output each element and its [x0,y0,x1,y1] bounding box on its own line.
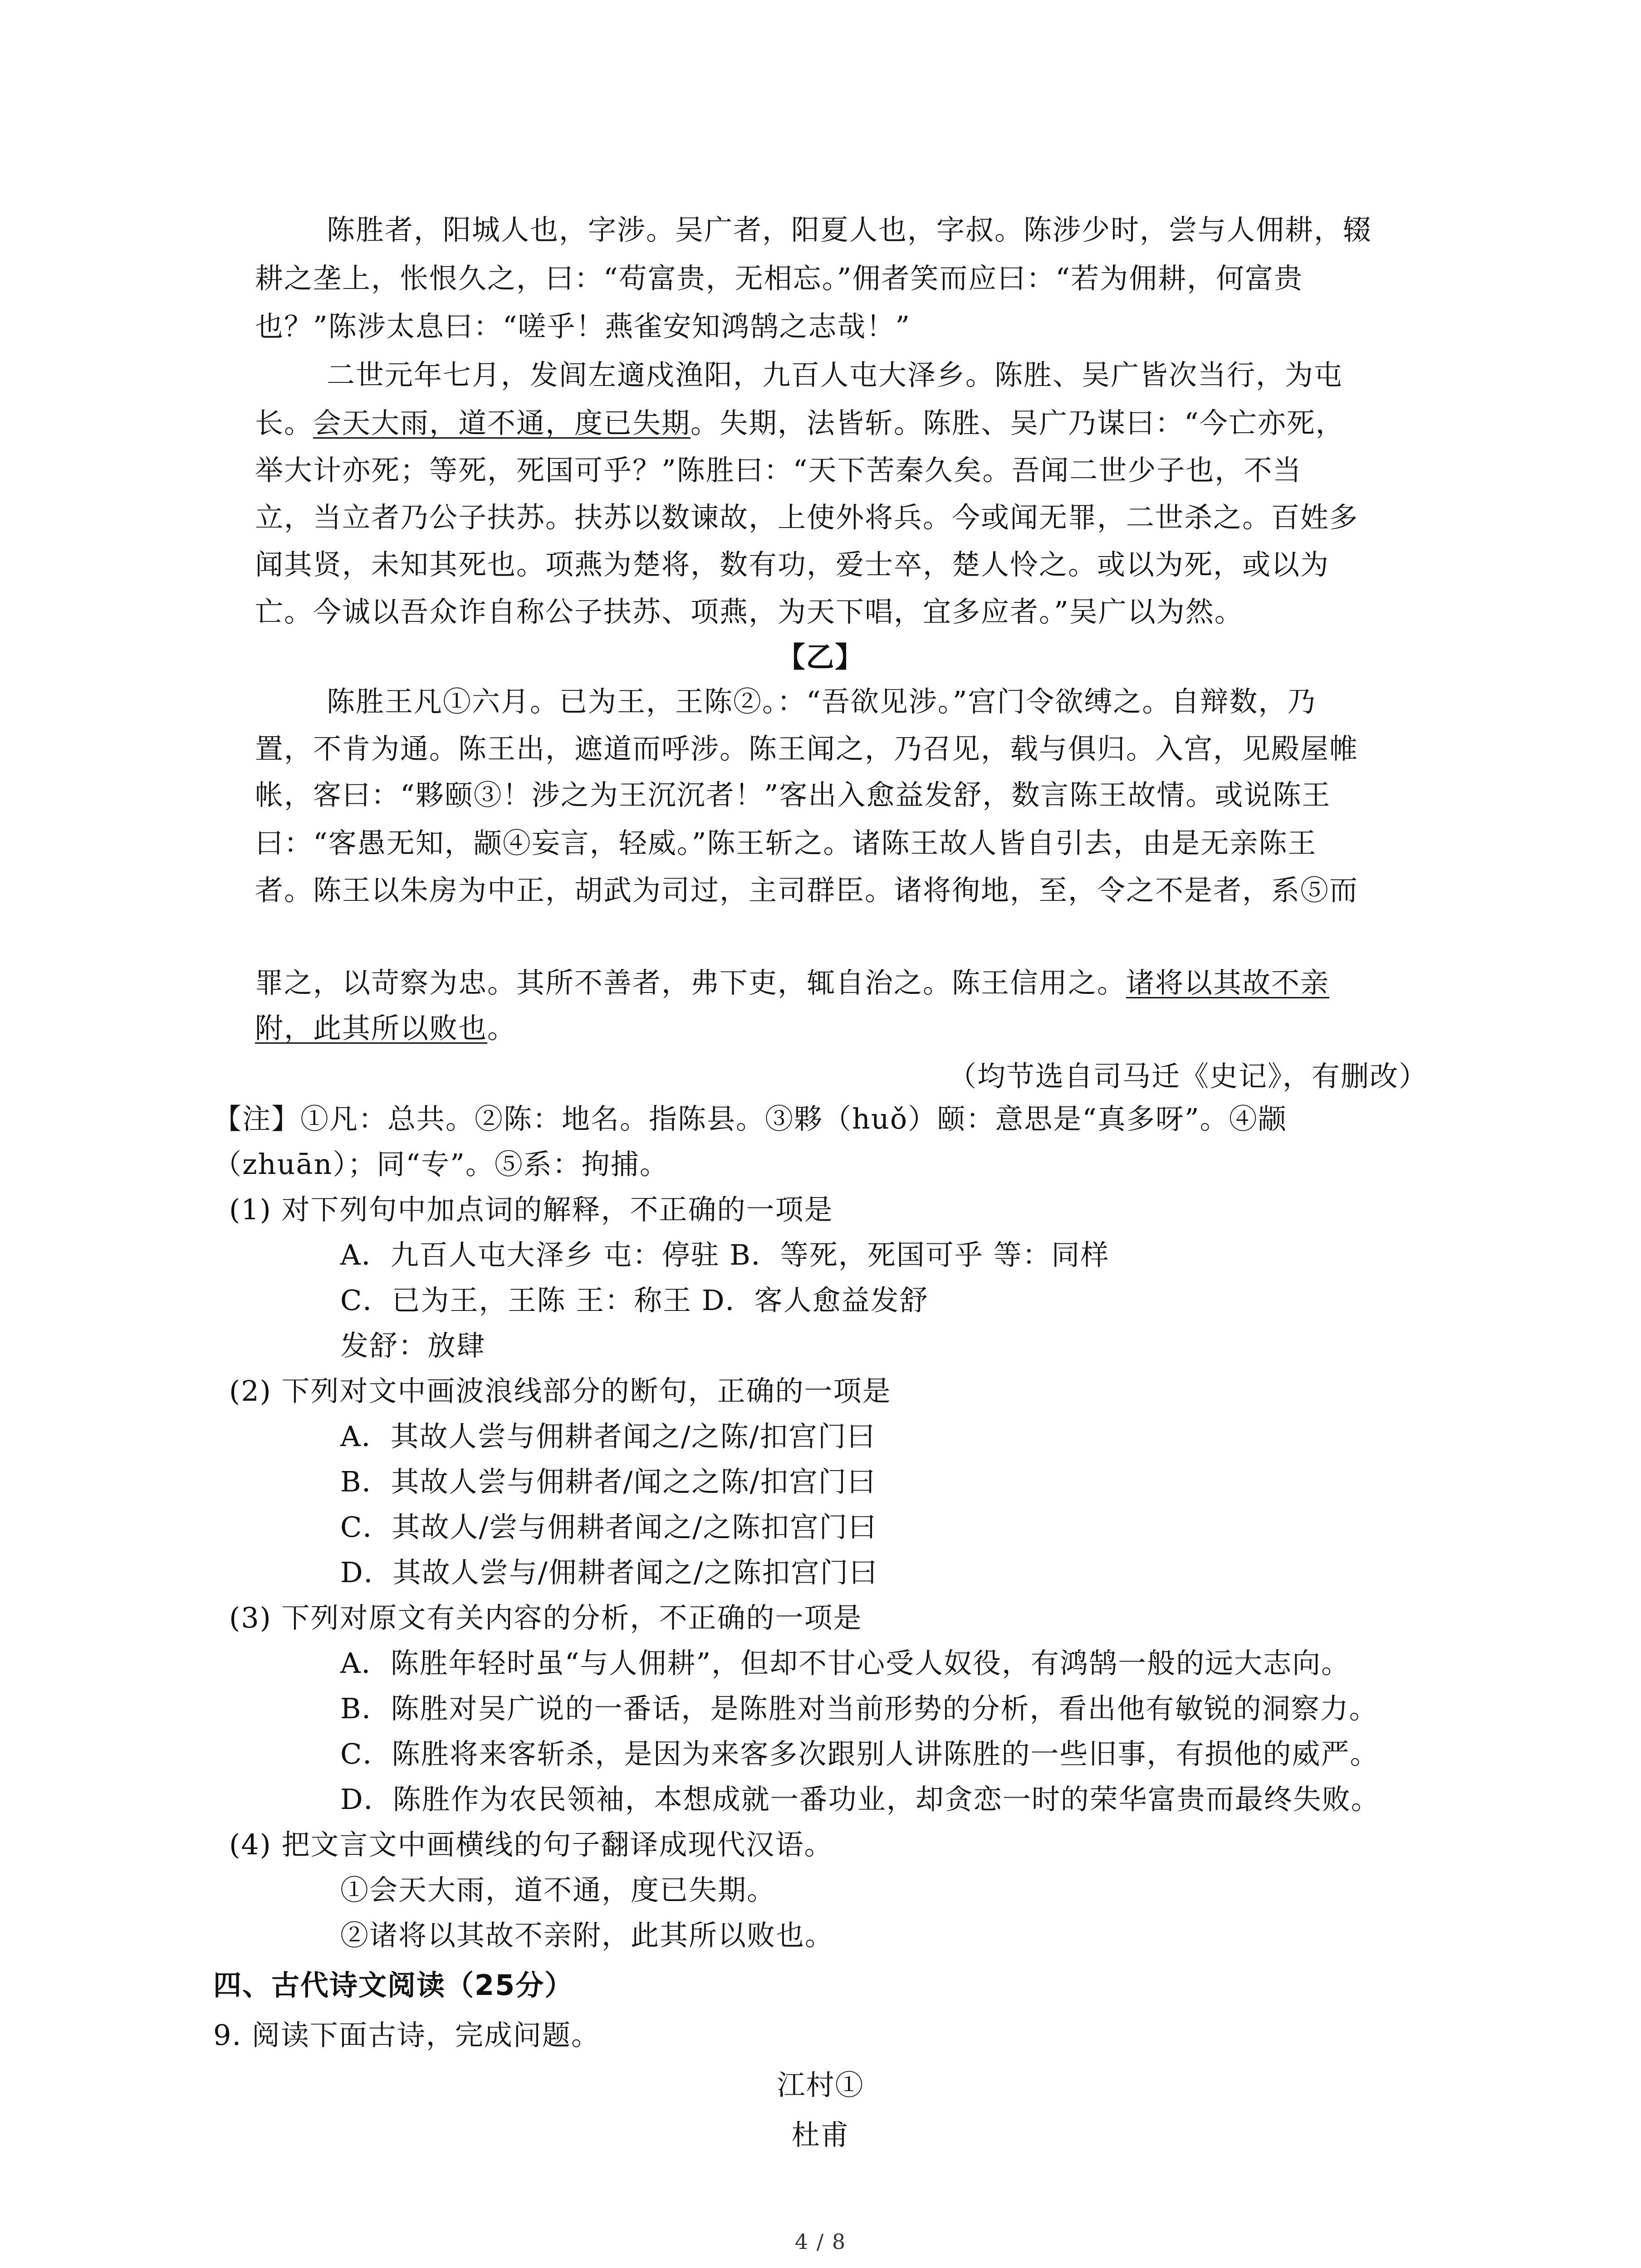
passage-jia-p2-line2 [255,406,1345,440]
passage-yi-line1: 陈胜王凡①六月。已为王，王陈②。：“吾欲见涉。”宫门令欲缚之。自辩数，乃 [327,685,1317,718]
question-3-option: B．陈胜对吴广说的一番话，是陈胜对当前形势的分析，看出他有敏锐的洞察力。 [340,1692,1378,1725]
passage-jia-p2-line1: 二世元年七月，发闾左適戍渔阳，九百人屯大泽乡。陈胜、吴广皆次当行，为屯 [327,358,1343,391]
passage-yi-line2: 置，不肯为通。陈王出，遮道而呼涉。陈王闻之，乃召见，载与俱归。入宫，见殿屋帷 [255,732,1359,765]
question-2-option: D．其故人尝与/佣耕者闻之/之陈扣宫门曰 [340,1556,878,1589]
question-3-option: A．陈胜年轻时虽“与人佣耕”，但却不甘心受人奴役，有鸿鹄一般的远大志向。 [340,1647,1351,1680]
passage-jia-p1-line2: 耕之垄上，怅恨久之，曰：“苟富贵，无相忘。”佣者笑而应曰：“若为佣耕，何富贵 [255,262,1303,295]
passage-yi-line5: 者。陈王以朱房为中正，胡武为司过，主司群臣。诸将徇地，至，令之不是者，系⑤而 [255,874,1359,907]
text-segment: 罪之，以苛察为忠。其所不善者，弗下吏，辄自治之。陈王信用之。 [255,966,1127,999]
question-3-stem: (3) 下列对原文有关内容的分析，不正确的一项是 [229,1601,862,1634]
question-2-option: B．其故人尝与佣耕者/闻之之陈/扣宫门曰 [340,1465,877,1498]
source-citation: （均节选自司马迁《史记》，有删改） [948,1060,1428,1093]
question-4-stem: (4) 把文言文中画横线的句子翻译成现代汉语。 [229,1828,833,1861]
passage-jia-p2-line4: 立，当立者乃公子扶苏。扶苏以数谏故，上使外将兵。今或闻无罪，二世杀之。百姓多 [255,501,1359,534]
question-4-item: ①会天大雨，道不通，度已失期。 [340,1873,776,1906]
passage-yi-line4: 曰：“客愚无知，颛④妄言，轻威。”陈王斩之。诸陈王故人皆自引去，由是无亲陈王 [255,826,1317,860]
question-3-option: D．陈胜作为农民领袖，本想成就一番功业，却贪恋一时的荣华富贵而最终失败。 [340,1783,1380,1816]
question-1-option: A．九百人屯大泽乡 屯：停驻 B．等死，死国可乎 等：同样 [340,1238,1110,1271]
question-3-option: C．陈胜将来客斩杀，是因为来客多次跟别人讲陈胜的一些旧事，有损他的威严。 [340,1737,1379,1770]
text-segment: 。失期，法皆斩。陈胜、吴广乃谋曰：“今亡亦死， [691,406,1345,440]
passage-jia-p2-line3: 举大计亦死；等死，死国可乎？”陈胜曰：“天下苦秦久矣。吾闻二世少子也，不当 [255,454,1302,487]
text-segment: 长。 [255,406,314,440]
underlined-sentence-2b: 附，此其所以败也 [255,1012,488,1045]
question-1-option: 发舒：放肆 [340,1329,486,1362]
passage-yi-line3: 帐，客曰：“夥颐③！涉之为王沉沉者！”客出入愈益发舒，数言陈王故情。或说陈王 [255,778,1331,811]
question-1-stem: (1) 对下列句中加点词的解释，不正确的一项是 [229,1193,833,1226]
underlined-sentence-1: 会天大雨，道不通，度已失期 [313,406,691,440]
question-4-item: ②诸将以其故不亲附，此其所以败也。 [340,1919,834,1952]
question-9-stem: 9. 阅读下面古诗，完成问题。 [213,2019,600,2052]
passage-yi-title: 【乙】 [777,640,864,674]
text-segment: 。 [487,1012,517,1045]
passage-jia-p1-line1: 陈胜者，阳城人也，字涉。吴广者，阳夏人也，字叔。陈涉少时，尝与人佣耕，辍 [327,213,1372,246]
passage-jia-p1-line3: 也？”陈涉太息曰：“嗟乎！燕雀安知鸿鹄之志哉！” [255,310,911,343]
section-4-heading: 四、古代诗文阅读（25分） [213,1969,574,2002]
question-2-option: A．其故人尝与佣耕者闻之/之陈/扣宫门曰 [340,1420,876,1453]
underlined-sentence-2a: 诸将以其故不亲 [1126,966,1330,999]
passage-yi-line7 [255,966,1329,1000]
notes-line1: 【注】①凡：总共。②陈：地名。指陈县。③夥（huǒ）颐：意思是“真多呀”。④颛 [213,1102,1287,1135]
poem-author: 杜甫 [791,2118,850,2151]
passage-yi-line8 [255,1012,516,1045]
poem-title: 江村① [777,2068,864,2102]
passage-jia-p2-line6: 亡。今诚以吾众诈自称公子扶苏、项燕，为天下唱，宜多应者。”吴广以为然。 [255,595,1244,628]
notes-line2: （zhuān）；同“专”。⑤系：拘捕。 [213,1148,669,1181]
question-2-option: C．其故人/尝与佣耕者闻之/之陈扣宫门曰 [340,1510,877,1544]
page-number: 4 / 8 [794,2229,847,2254]
passage-jia-p2-line5: 闻其贤，未知其死也。项燕为楚将，数有功，爱士卒，楚人怜之。或以为死，或以为 [255,548,1330,581]
question-2-stem: (2) 下列对文中画波浪线部分的断句，正确的一项是 [229,1374,892,1408]
question-1-option: C．已为王，王陈 王：称王 D．客人愈益发舒 [340,1284,929,1317]
